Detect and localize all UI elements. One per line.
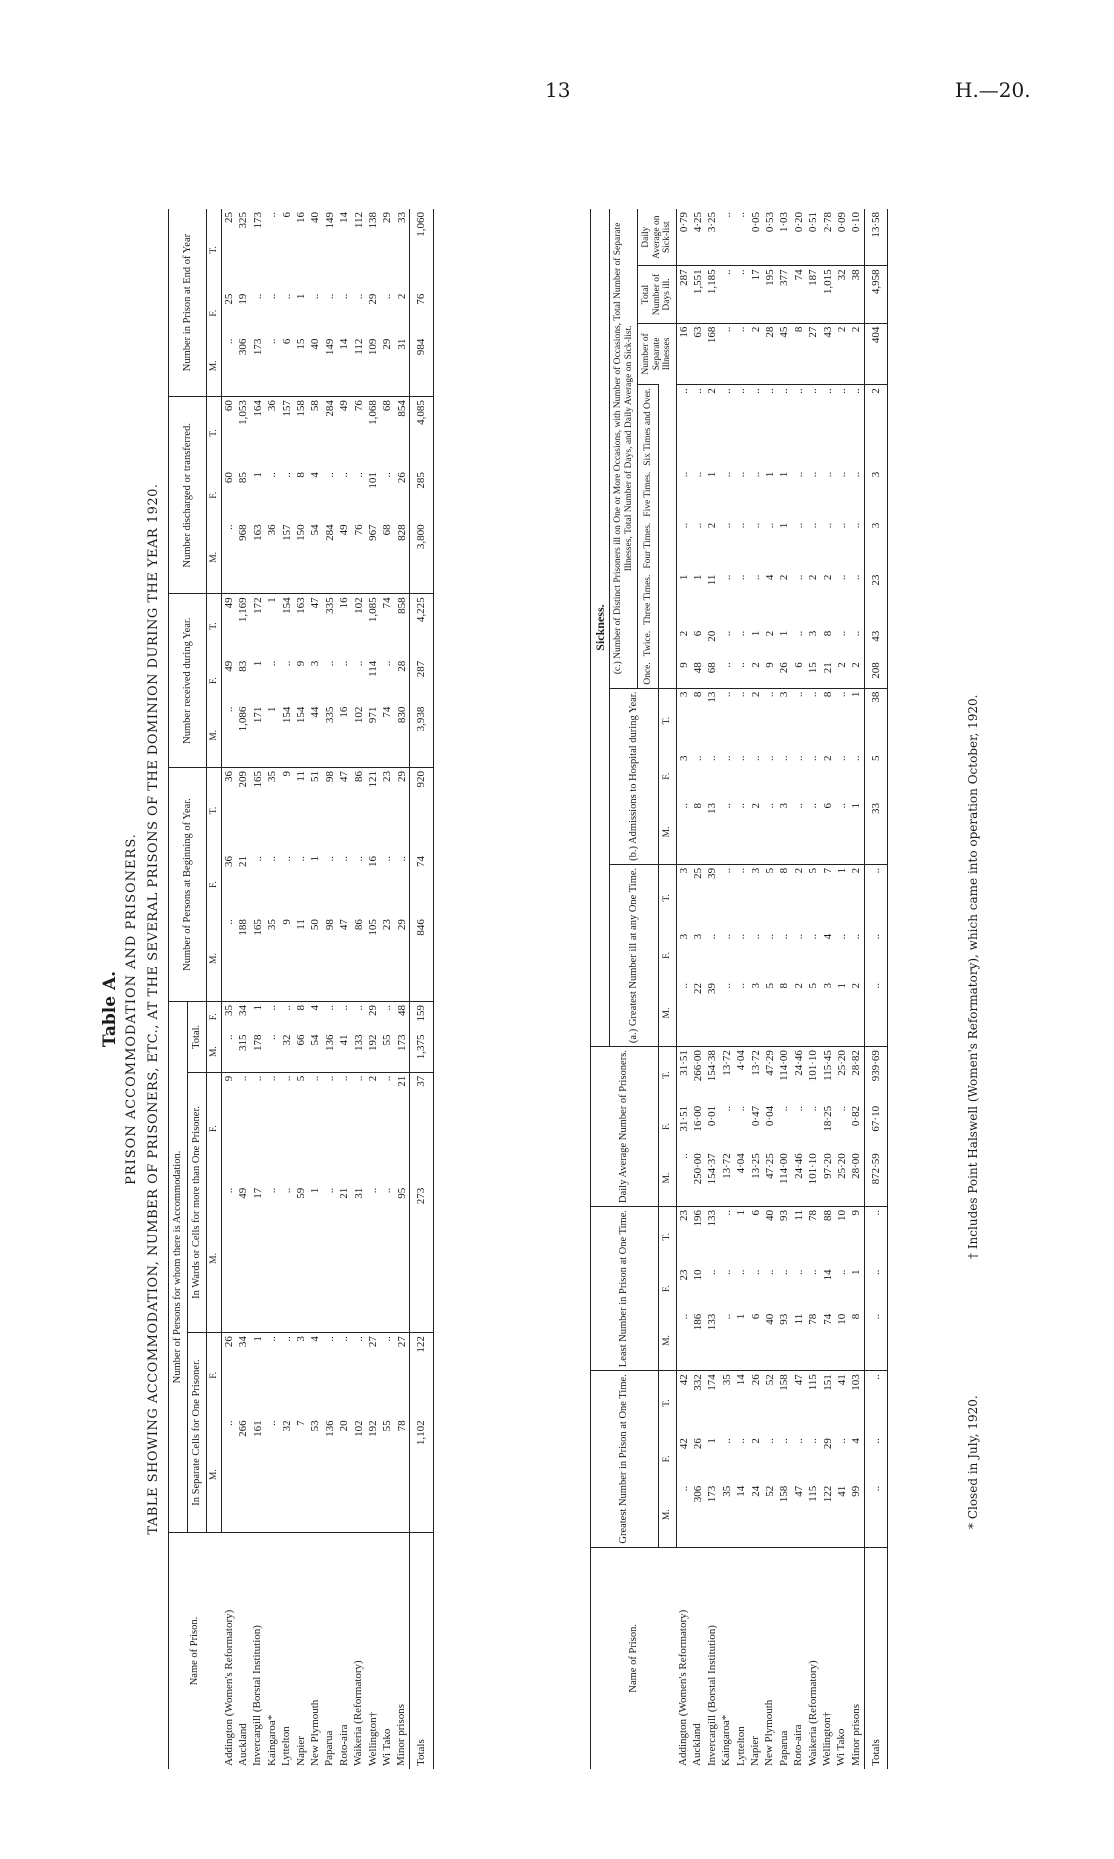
value-column: .. 306 173 .. 6 15 40 149 14 112 109 29 31 (223, 338, 408, 356)
unit-f: F. (207, 291, 222, 336)
total-value: 1,060 (410, 209, 433, 291)
total-value: 1,375 (410, 1032, 433, 1073)
totals-label: Totals (864, 1547, 887, 1769)
unit-m: M. (207, 916, 222, 1001)
col-header-daily-average: Daily Average Number of Prisoners. (591, 1047, 659, 1207)
value-column: 16 63 168 .. .. 2 28 45 8 27 43 2 2 (676, 323, 864, 385)
prison-name: Roto-aira (792, 1724, 805, 1766)
value-column: 42 26 1 .. .. 2 .. .. .. .. 29 .. 4 (677, 1438, 863, 1450)
value-column: .. .. 2 .. .. .. .. 1 .. .. .. .. .. (677, 522, 863, 529)
value-column: 25 19 .. .. .. 1 .. .. .. .. 29 .. 2 (223, 293, 408, 305)
prison-name: Wellington† (821, 1711, 834, 1766)
unit-f: F. (658, 1266, 676, 1310)
unit-f: F. (207, 1002, 222, 1032)
unit-t: T. (658, 864, 676, 931)
value-column: 2 6 20 .. .. 1 2 1 .. 3 8 .. .. (677, 630, 863, 642)
prison-name: Wellington† (366, 1711, 379, 1766)
unit-m: M. (658, 1311, 676, 1371)
unit-t: T. (207, 594, 222, 658)
unit-t: T. (658, 1371, 676, 1435)
total-value: 37 (410, 1072, 433, 1185)
value-column: .. 306 173 35 14 24 52 158 47 115 122 41 99 (677, 1485, 863, 1503)
unit-m: M. (658, 1150, 676, 1206)
value-column: 60 85 1 .. .. 8 4 .. .. .. 101 .. 26 (223, 472, 408, 489)
prison-name: Auckland (691, 1723, 704, 1766)
value-column: 26 34 1 .. .. 3 4 .. .. .. 27 .. 27 (222, 1333, 410, 1418)
total-value: 3 (864, 520, 887, 572)
total-value: 4,958 (864, 266, 887, 323)
col-header-five-times: Five Times. (638, 469, 659, 520)
unit-m: M. (207, 1032, 222, 1073)
rotated-table-page (100, 159, 1010, 1859)
value-column: .. 250·00 154·37 13·72 4·04 13·25 47·25 114·00 24·46 101·10 97·20 25·20 28·00 (677, 1153, 863, 1185)
prison-name: Wi Tako (380, 1728, 393, 1766)
total-value: 76 (410, 291, 433, 336)
total-value: 122 (410, 1333, 433, 1418)
value-column: 1 1 11 .. .. .. 4 2 .. 2 2 .. .. (677, 574, 863, 586)
col-header-six-times: Six Times and Over. (638, 385, 659, 469)
col-header-greatest: Greatest Number in Prison at One Time. (591, 1371, 659, 1547)
col-header-four-times: Four Times. (638, 520, 659, 572)
value-column: 3 8 13 .. .. 2 .. 3 .. .. 8 .. 1 (676, 688, 864, 752)
total-value: 404 (864, 323, 887, 385)
col-header-total: Total. (188, 1002, 207, 1073)
col-header-end-of-year: Number in Prison at End of Year (169, 209, 207, 397)
total-value: .. (864, 1311, 887, 1371)
value-column: .. 968 163 36 157 150 54 284 49 76 967 68 828 (223, 524, 408, 541)
total-value: .. (864, 1435, 887, 1483)
total-value: .. (864, 1371, 887, 1435)
unit-t: T. (207, 767, 222, 852)
value-column: 3 .. .. .. .. .. .. .. .. .. 2 .. .. (677, 755, 863, 762)
prison-names (676, 1547, 864, 1769)
total-value: 872·59 (864, 1150, 887, 1206)
col-header-accommodation: Number of Persons for whom there is Accommodation. (169, 1002, 188, 1533)
total-value: 984 (410, 336, 433, 397)
value-column: .. 1,086 171 1 154 154 44 335 16 102 971 74 830 (223, 706, 408, 732)
prison-name: Auckland (236, 1723, 249, 1766)
value-column: .. 22 39 .. .. 3 5 8 2 5 3 1 2 (677, 983, 863, 995)
total-value: .. (864, 931, 887, 980)
col-header-once: Once. (638, 659, 659, 688)
value-column: 23 10 .. .. .. .. .. .. .. .. 14 .. 1 (677, 1269, 863, 1281)
unit-f: F. (658, 1435, 676, 1483)
unit-m: M. (207, 521, 222, 594)
table-title: Table A. (100, 970, 120, 1048)
value-column: 31·51 16·00 0·01 .. .. 0·47 0·04 .. .. .. 18·25 .. 0·82 (677, 1105, 863, 1132)
total-value: .. (864, 1483, 887, 1547)
col-header-separate-cells: In Separate Cells for One Prisoner. (188, 1333, 207, 1533)
unit-t: T. (207, 397, 222, 470)
total-value: .. (864, 864, 887, 931)
prison-name: Roto-aira (337, 1724, 350, 1766)
totals-label: Totals (410, 1533, 433, 1770)
total-value: 273 (410, 1185, 433, 1333)
unit-f: F. (207, 658, 222, 704)
prison-name: Kaingaroa* (265, 1714, 278, 1766)
total-value: 939·69 (864, 1047, 887, 1103)
total-value: 67·10 (864, 1103, 887, 1150)
total-value: .. (864, 1266, 887, 1310)
prison-name: Kaingaroa* (720, 1714, 733, 1766)
col-header-twice: Twice. (638, 628, 659, 659)
footnote-halswell: † Includes Point Halswell (Women's Reformatory), which came into operation October, 1920. (966, 694, 980, 1259)
unit-f: F. (658, 753, 676, 800)
total-value: 4,225 (410, 594, 433, 658)
unit-m: M. (207, 1417, 222, 1532)
total-value: 23 (864, 572, 887, 628)
col-header-wards: In Wards or Cells for more than One Prisoner. (188, 1072, 207, 1332)
value-column: .. 188 165 35 9 11 50 98 47 86 105 23 29 (223, 919, 408, 936)
footnote-closed: * Closed in July, 1920. (966, 1395, 980, 1529)
total-value: 208 (864, 659, 887, 688)
value-column: .. 266 161 .. 32 7 53 136 20 102 192 55 78 (223, 1420, 408, 1437)
sickness-table (590, 209, 888, 1769)
prison-name: Addington (Women's Reformatory) (677, 1609, 689, 1766)
unit-m: M. (658, 1483, 676, 1547)
prison-name: Waikeria (Reformatory) (352, 1660, 365, 1766)
total-value: 3,938 (410, 704, 433, 768)
total-value: 920 (410, 767, 433, 852)
unit-f: F. (207, 1333, 222, 1418)
total-value: 3 (864, 469, 887, 520)
unit-t: T. (658, 688, 676, 752)
total-value: 43 (864, 628, 887, 659)
prison-names (222, 1533, 410, 1770)
total-value: .. (864, 980, 887, 1047)
col-header-least: Least Number in Prison at One Time. (591, 1206, 659, 1370)
unit-m: M. (207, 1185, 222, 1333)
col-header-received: Number received during Year. (169, 594, 207, 768)
prison-name: Minor prisons (849, 1703, 862, 1766)
value-column: 42 332 174 35 14 26 52 158 47 115 151 41 103 (676, 1371, 864, 1435)
col-header-total-days: Total Number of Days ill. (638, 266, 677, 323)
value-column: 9 .. .. .. .. 5 .. .. .. .. 2 .. 21 (222, 1072, 410, 1185)
value-column: 287 1,551 1,185 .. .. 17 195 377 74 187 1,015 32 38 (676, 266, 864, 323)
total-value: 4,085 (410, 397, 433, 470)
prison-name: Lyttelton (734, 1726, 747, 1766)
total-value: 74 (410, 853, 433, 916)
total-value: 285 (410, 469, 433, 521)
col-header-sickness: Sickness. (591, 209, 610, 1047)
total-value: 13·58 (864, 209, 887, 266)
total-value: 1,102 (410, 1417, 433, 1532)
value-column: 9 48 68 .. .. 2 9 26 6 15 21 2 2 (677, 662, 863, 674)
col-header-admissions: (b.) Admissions to Hospital during Year. (610, 688, 659, 864)
total-value: 846 (410, 916, 433, 1001)
value-column: 0·79 4·25 3·25 .. .. 0·05 0·53 1·03 0·20 0·51 2·78 0·09 0·10 (677, 212, 863, 233)
page-number: 13 (545, 78, 571, 102)
unit-f: F. (658, 1103, 676, 1150)
value-column: .. 8 13 .. .. 2 .. 3 .. .. 6 .. 1 (677, 802, 863, 814)
value-column: .. .. 1 .. .. .. 1 1 .. .. .. .. .. (677, 471, 863, 478)
prison-name: New Plymouth (763, 1699, 776, 1766)
total-value: 159 (410, 1002, 433, 1032)
prison-name: Waikeria (Reformatory) (806, 1660, 819, 1766)
value-column: .. 49 17 .. .. 59 1 .. 21 31 .. .. 95 (223, 1187, 408, 1199)
document-reference: H.—20. (955, 78, 1031, 102)
prison-name: Napier (294, 1736, 307, 1766)
total-value: .. (864, 1206, 887, 1266)
prison-name: Invercargill (Borstal Institution) (251, 1625, 264, 1766)
total-value: 5 (864, 753, 887, 800)
value-column: 36 209 165 35 9 11 51 98 47 86 121 23 29 (222, 767, 410, 852)
prison-name: New Plymouth (308, 1699, 321, 1766)
unit-m: M. (658, 800, 676, 864)
prison-name: Paparua (777, 1730, 790, 1766)
value-column: 23 196 133 .. 1 6 40 93 11 78 88 10 9 (676, 1206, 864, 1266)
unit-m: M. (207, 704, 222, 768)
value-column: 35 34 1 .. .. 8 4 .. .. .. 29 .. 48 (222, 1002, 410, 1032)
value-column: 25 325 173 .. 6 16 40 149 14 112 138 29 33 (223, 212, 408, 229)
total-value: 2 (864, 385, 887, 469)
col-header-separate-illnesses: Number of Separate Illnesses (638, 323, 677, 385)
col-header-daily-sick-average: Daily Average on Sick-list (638, 209, 677, 266)
unit-t: T. (658, 1047, 676, 1103)
value-column: .. 186 133 .. 1 6 40 93 11 78 74 10 8 (677, 1313, 863, 1331)
col-header-name: Name of Prison. (169, 1533, 222, 1770)
prison-name: Addington (Women's Reformatory) (222, 1609, 235, 1766)
prison-name: Lyttelton (280, 1726, 293, 1766)
unit-f: F. (207, 469, 222, 521)
total-value: 38 (864, 688, 887, 752)
unit-t: T. (207, 209, 222, 291)
value-column: 31·51 266·00 154·38 13·72 4·04 13·72 47·29 114·00 24·46 101·10 115·45 25·20 28·82 (676, 1047, 864, 1103)
value-column: 3 25 39 .. .. 3 5 8 2 5 7 1 2 (676, 864, 864, 931)
value-column: 3 3 .. .. .. .. .. .. .. .. 4 .. .. (677, 933, 863, 940)
value-column: 49 1,169 172 1 154 163 47 335 16 102 1,085 74 858 (222, 594, 410, 658)
unit-m: M. (207, 336, 222, 397)
col-header-greatest-ill: (a.) Greatest Number ill at any One Time. (610, 864, 659, 1046)
table-subtitle: PRISON ACCOMMODATION AND PRISONERS. (124, 833, 139, 1185)
col-header-distinct-ill: (c.) Number of Distinct Prisoners ill on One or More Occasions, with Number of Occasions, Total Number of Separate Illnesses, Total Number of Days, and Daily Average on Sick-list. (610, 209, 638, 688)
prison-name: Paparua (323, 1730, 336, 1766)
unit-f: F. (207, 1072, 222, 1185)
prison-name: Minor prisons (395, 1703, 408, 1766)
prison-name: Invercargill (Borstal Institution) (705, 1625, 718, 1766)
unit-m: M. (658, 980, 676, 1047)
total-value: 3,800 (410, 521, 433, 594)
value-column: .. .. 2 .. .. .. .. .. .. .. .. .. .. (676, 385, 864, 469)
unit-f: F. (207, 853, 222, 916)
value-column: .. 315 178 .. 32 66 54 136 41 133 192 55 173 (223, 1034, 408, 1051)
col-header-three-times: Three Times. (638, 572, 659, 628)
value-column: 49 83 1 .. .. 9 3 .. .. .. 114 .. 28 (223, 660, 408, 677)
value-column: 60 1,053 164 36 157 158 58 284 49 76 1,068 68 854 (222, 397, 410, 470)
total-value: 33 (864, 800, 887, 864)
unit-t: T. (658, 1206, 676, 1266)
prison-name: Wi Tako (835, 1728, 848, 1766)
value-column: 36 21 .. .. .. .. 1 .. .. .. 16 .. .. (223, 855, 408, 867)
unit-f: F. (658, 931, 676, 980)
col-header-beginning: Number of Persons at Beginning of Year. (169, 767, 207, 1001)
prison-name: Napier (749, 1736, 762, 1766)
table-description: TABLE SHOWING ACCOMMODATION, NUMBER OF PRISONERS, ETC., AT THE SEVERAL PRISONS OF THE DOMINION DURING THE YEAR 1920. (146, 483, 161, 1535)
total-value: 287 (410, 658, 433, 704)
accommodation-table (168, 209, 434, 1769)
col-header-discharged: Number discharged or transferred. (169, 397, 207, 594)
col-header-name: Name of Prison. (591, 1547, 677, 1769)
